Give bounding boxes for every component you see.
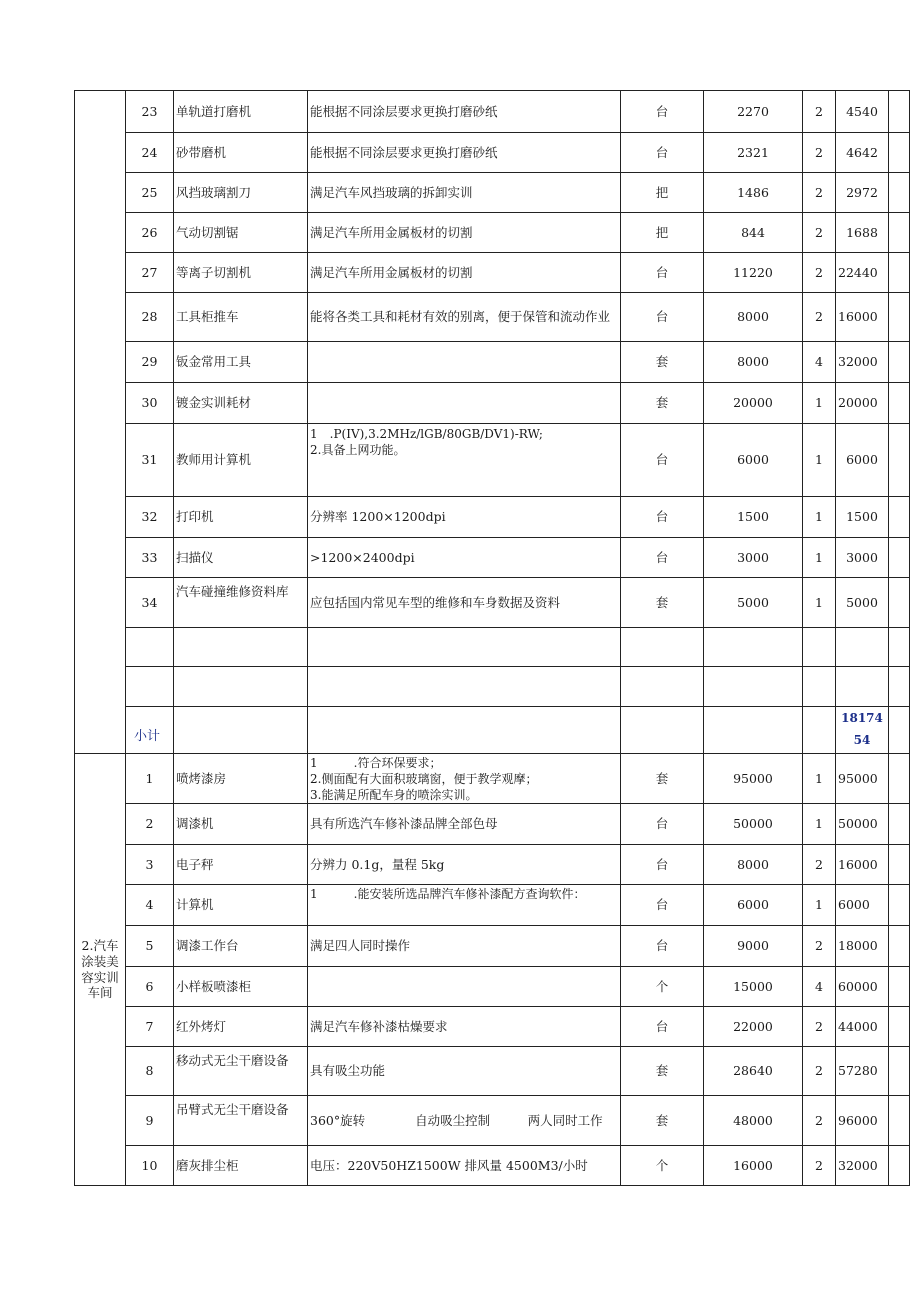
item-spec bbox=[308, 967, 621, 1007]
item-name: 电子秤 bbox=[174, 845, 308, 885]
empty-cell bbox=[889, 91, 910, 133]
item-name: 砂带磨机 bbox=[174, 133, 308, 173]
empty-cell bbox=[889, 804, 910, 845]
item-unit: 台 bbox=[621, 1007, 704, 1047]
item-unit: 个 bbox=[621, 1146, 704, 1186]
table-row bbox=[75, 253, 910, 293]
item-qty: 1 bbox=[803, 754, 836, 804]
table-row bbox=[75, 1146, 910, 1186]
table-row bbox=[75, 885, 910, 926]
item-unit: 台 bbox=[621, 885, 704, 926]
empty-cell bbox=[803, 707, 836, 754]
item-spec: 满足汽车修补漆枯燥要求 bbox=[308, 1007, 621, 1047]
empty-cell bbox=[308, 707, 621, 754]
item-total: 16000 bbox=[836, 293, 889, 342]
empty-cell bbox=[889, 213, 910, 253]
item-qty: 2 bbox=[803, 213, 836, 253]
item-name: 工具柜推车 bbox=[174, 293, 308, 342]
item-qty: 4 bbox=[803, 342, 836, 383]
item-name: 红外烤灯 bbox=[174, 1007, 308, 1047]
section-label-cell bbox=[75, 91, 126, 754]
item-spec: 电压：220V50HZ1500W 排风量 4500M3/小时 bbox=[308, 1146, 621, 1186]
item-spec-text: 1 .符合环保要求； 2.侧面配有大面积玻璃窗，便于教学观摩； 3.能满足所配车身的喷涂实训。 bbox=[310, 756, 538, 802]
item-total: 32000 bbox=[836, 1146, 889, 1186]
item-spec bbox=[308, 424, 621, 497]
item-spec: 能将各类工具和耗材有效的别离，便于保管和流动作业 bbox=[308, 293, 621, 342]
subtotal-row bbox=[75, 707, 910, 754]
item-price: 1486 bbox=[704, 173, 803, 213]
empty-cell bbox=[889, 885, 910, 926]
row-number: 29 bbox=[126, 342, 174, 383]
table-row bbox=[75, 845, 910, 885]
item-spec: 具有所选汽车修补漆品牌全部色母 bbox=[308, 804, 621, 845]
item-price: 15000 bbox=[704, 967, 803, 1007]
item-name: 打印机 bbox=[174, 497, 308, 538]
item-total: 6000 bbox=[836, 424, 889, 497]
item-qty: 1 bbox=[803, 578, 836, 628]
item-price: 48000 bbox=[704, 1096, 803, 1146]
item-spec bbox=[308, 885, 621, 926]
row-number: 5 bbox=[126, 926, 174, 967]
empty-cell bbox=[174, 667, 308, 707]
item-total: 4540 bbox=[836, 91, 889, 133]
empty-cell bbox=[621, 667, 704, 707]
item-unit: 台 bbox=[621, 91, 704, 133]
item-qty: 1 bbox=[803, 885, 836, 926]
table-row bbox=[75, 497, 910, 538]
item-unit: 套 bbox=[621, 754, 704, 804]
item-name: 单轨道打磨机 bbox=[174, 91, 308, 133]
item-spec bbox=[308, 754, 621, 804]
table-row bbox=[75, 342, 910, 383]
empty-cell bbox=[621, 707, 704, 754]
item-total: 5000 bbox=[836, 578, 889, 628]
row-number: 7 bbox=[126, 1007, 174, 1047]
item-price: 22000 bbox=[704, 1007, 803, 1047]
item-unit: 把 bbox=[621, 173, 704, 213]
empty-cell bbox=[174, 628, 308, 667]
table-row bbox=[75, 1047, 910, 1096]
empty-cell bbox=[126, 667, 174, 707]
item-qty: 2 bbox=[803, 133, 836, 173]
item-unit: 套 bbox=[621, 1096, 704, 1146]
item-spec: 满足汽车所用金属板材的切割 bbox=[308, 253, 621, 293]
table-row bbox=[75, 926, 910, 967]
item-total: 44000 bbox=[836, 1007, 889, 1047]
item-unit: 台 bbox=[621, 804, 704, 845]
item-name: 喷烤漆房 bbox=[174, 754, 308, 804]
empty-cell bbox=[803, 628, 836, 667]
table-row bbox=[75, 667, 910, 707]
item-spec: >1200×2400dpi bbox=[308, 538, 621, 578]
item-spec: 满足四人同时操作 bbox=[308, 926, 621, 967]
item-unit: 套 bbox=[621, 578, 704, 628]
empty-cell bbox=[308, 628, 621, 667]
item-qty: 1 bbox=[803, 383, 836, 424]
item-total: 18000 bbox=[836, 926, 889, 967]
item-spec: 应包括国内常见车型的维修和车身数据及资料 bbox=[308, 578, 621, 628]
row-number: 4 bbox=[126, 885, 174, 926]
empty-cell bbox=[889, 707, 910, 754]
empty-cell bbox=[889, 538, 910, 578]
equipment-table bbox=[74, 90, 910, 1186]
item-unit: 台 bbox=[621, 538, 704, 578]
item-price: 2321 bbox=[704, 133, 803, 173]
empty-cell bbox=[621, 628, 704, 667]
table-row bbox=[75, 383, 910, 424]
item-total: 96000 bbox=[836, 1096, 889, 1146]
empty-cell bbox=[889, 383, 910, 424]
empty-cell bbox=[889, 926, 910, 967]
item-spec: 360°旋转 自动吸尘控制 两人同时工作 bbox=[308, 1096, 621, 1146]
item-name: 钣金常用工具 bbox=[174, 342, 308, 383]
item-price: 6000 bbox=[704, 885, 803, 926]
item-name: 等离子切割机 bbox=[174, 253, 308, 293]
item-unit: 台 bbox=[621, 133, 704, 173]
item-name: 调漆工作台 bbox=[174, 926, 308, 967]
item-total: 16000 bbox=[836, 845, 889, 885]
item-name: 小样板喷漆柜 bbox=[174, 967, 308, 1007]
item-total: 22440 bbox=[836, 253, 889, 293]
item-qty: 2 bbox=[803, 1096, 836, 1146]
row-number: 2 bbox=[126, 804, 174, 845]
empty-cell bbox=[889, 754, 910, 804]
item-qty: 4 bbox=[803, 967, 836, 1007]
item-qty: 2 bbox=[803, 845, 836, 885]
table-row bbox=[75, 628, 910, 667]
item-spec: 能根据不同涂层要求更换打磨砂纸 bbox=[308, 133, 621, 173]
table-row bbox=[75, 424, 910, 497]
empty-cell bbox=[889, 424, 910, 497]
item-total: 1500 bbox=[836, 497, 889, 538]
empty-cell bbox=[836, 628, 889, 667]
item-price: 5000 bbox=[704, 578, 803, 628]
item-name: 计算机 bbox=[174, 885, 308, 926]
table-row bbox=[75, 1096, 910, 1146]
row-number: 24 bbox=[126, 133, 174, 173]
row-number: 6 bbox=[126, 967, 174, 1007]
subtotal-label-text: 小计 bbox=[134, 728, 161, 744]
item-name: 扫描仪 bbox=[174, 538, 308, 578]
item-price: 16000 bbox=[704, 1146, 803, 1186]
table-row bbox=[75, 133, 910, 173]
item-unit: 把 bbox=[621, 213, 704, 253]
subtotal-value-line1: 18174 bbox=[841, 711, 883, 726]
item-qty: 1 bbox=[803, 497, 836, 538]
empty-cell bbox=[174, 707, 308, 754]
empty-cell bbox=[704, 628, 803, 667]
item-total: 95000 bbox=[836, 754, 889, 804]
item-name: 磨灰排尘柜 bbox=[174, 1146, 308, 1186]
item-total: 4642 bbox=[836, 133, 889, 173]
item-qty: 2 bbox=[803, 91, 836, 133]
item-spec: 满足汽车风挡玻璃的拆卸实训 bbox=[308, 173, 621, 213]
subtotal-value-line2: 54 bbox=[853, 733, 871, 747]
empty-cell bbox=[889, 253, 910, 293]
table-body bbox=[75, 91, 910, 1186]
row-number: 23 bbox=[126, 91, 174, 133]
empty-cell bbox=[836, 667, 889, 707]
item-price: 3000 bbox=[704, 538, 803, 578]
table-row bbox=[75, 213, 910, 253]
table-row bbox=[75, 967, 910, 1007]
item-name: 调漆机 bbox=[174, 804, 308, 845]
row-number: 1 bbox=[126, 754, 174, 804]
row-number: 25 bbox=[126, 173, 174, 213]
empty-cell bbox=[889, 578, 910, 628]
item-name: 教师用计算机 bbox=[174, 424, 308, 497]
item-spec: 能根据不同涂层要求更换打磨砂纸 bbox=[308, 91, 621, 133]
item-price: 1500 bbox=[704, 497, 803, 538]
empty-cell bbox=[704, 707, 803, 754]
row-number: 32 bbox=[126, 497, 174, 538]
empty-cell bbox=[889, 845, 910, 885]
item-total: 57280 bbox=[836, 1047, 889, 1096]
empty-cell bbox=[889, 293, 910, 342]
item-unit: 台 bbox=[621, 845, 704, 885]
table-row bbox=[75, 1007, 910, 1047]
item-total: 1688 bbox=[836, 213, 889, 253]
item-total: 3000 bbox=[836, 538, 889, 578]
empty-cell bbox=[308, 667, 621, 707]
table-row bbox=[75, 754, 910, 804]
item-total: 20000 bbox=[836, 383, 889, 424]
item-price: 20000 bbox=[704, 383, 803, 424]
table-row bbox=[75, 804, 910, 845]
item-spec bbox=[308, 342, 621, 383]
item-price: 11220 bbox=[704, 253, 803, 293]
empty-cell bbox=[889, 1096, 910, 1146]
item-name: 汽车碰撞维修资料库 bbox=[174, 578, 308, 628]
item-name: 吊臂式无尘干磨设备 bbox=[174, 1096, 308, 1146]
item-unit: 套 bbox=[621, 383, 704, 424]
empty-cell bbox=[889, 1146, 910, 1186]
item-spec: 分辨力 0.1g，量程 5kg bbox=[308, 845, 621, 885]
empty-cell bbox=[889, 667, 910, 707]
item-spec bbox=[308, 383, 621, 424]
empty-cell bbox=[126, 628, 174, 667]
row-number: 26 bbox=[126, 213, 174, 253]
item-spec: 满足汽车所用金属板材的切割 bbox=[308, 213, 621, 253]
item-unit: 台 bbox=[621, 926, 704, 967]
table-row bbox=[75, 293, 910, 342]
empty-cell bbox=[889, 1007, 910, 1047]
item-name: 风挡玻璃割刀 bbox=[174, 173, 308, 213]
item-unit: 套 bbox=[621, 342, 704, 383]
item-spec-text: 1 .能安装所选品牌汽车修补漆配方查询软件： bbox=[310, 887, 586, 901]
row-number: 31 bbox=[126, 424, 174, 497]
table-row bbox=[75, 538, 910, 578]
item-price: 8000 bbox=[704, 293, 803, 342]
item-price: 50000 bbox=[704, 804, 803, 845]
subtotal-value bbox=[836, 707, 889, 754]
item-qty: 2 bbox=[803, 253, 836, 293]
item-price: 9000 bbox=[704, 926, 803, 967]
empty-cell bbox=[889, 967, 910, 1007]
table-row bbox=[75, 91, 910, 133]
item-unit: 套 bbox=[621, 1047, 704, 1096]
item-total: 2972 bbox=[836, 173, 889, 213]
item-price: 95000 bbox=[704, 754, 803, 804]
item-qty: 2 bbox=[803, 1007, 836, 1047]
item-total: 32000 bbox=[836, 342, 889, 383]
empty-cell bbox=[704, 667, 803, 707]
empty-cell bbox=[803, 667, 836, 707]
item-name: 移动式无尘干磨设备 bbox=[174, 1047, 308, 1096]
item-price: 8000 bbox=[704, 845, 803, 885]
item-qty: 2 bbox=[803, 926, 836, 967]
item-unit: 台 bbox=[621, 293, 704, 342]
empty-cell bbox=[889, 1047, 910, 1096]
row-number: 3 bbox=[126, 845, 174, 885]
row-number: 33 bbox=[126, 538, 174, 578]
table-row bbox=[75, 578, 910, 628]
subtotal-label bbox=[126, 707, 174, 754]
empty-cell bbox=[889, 628, 910, 667]
item-unit: 个 bbox=[621, 967, 704, 1007]
item-qty: 1 bbox=[803, 538, 836, 578]
row-number: 8 bbox=[126, 1047, 174, 1096]
row-number: 10 bbox=[126, 1146, 174, 1186]
row-number: 9 bbox=[126, 1096, 174, 1146]
item-unit: 台 bbox=[621, 424, 704, 497]
item-qty: 2 bbox=[803, 1146, 836, 1186]
item-qty: 2 bbox=[803, 173, 836, 213]
empty-cell bbox=[889, 173, 910, 213]
item-unit: 台 bbox=[621, 253, 704, 293]
row-number: 30 bbox=[126, 383, 174, 424]
item-price: 844 bbox=[704, 213, 803, 253]
empty-cell bbox=[889, 133, 910, 173]
item-price: 2270 bbox=[704, 91, 803, 133]
row-number: 28 bbox=[126, 293, 174, 342]
item-price: 8000 bbox=[704, 342, 803, 383]
empty-cell bbox=[889, 497, 910, 538]
item-total: 6000 bbox=[836, 885, 889, 926]
empty-cell bbox=[889, 342, 910, 383]
item-spec-text: 1 .P(IV),3.2MHz/lGB/80GB/DV1)-RW; 2.具备上网功能。 bbox=[310, 427, 543, 457]
row-number: 34 bbox=[126, 578, 174, 628]
item-name: 气动切割锯 bbox=[174, 213, 308, 253]
row-number: 27 bbox=[126, 253, 174, 293]
item-price: 6000 bbox=[704, 424, 803, 497]
table-row bbox=[75, 173, 910, 213]
item-spec: 具有吸尘功能 bbox=[308, 1047, 621, 1096]
item-price: 28640 bbox=[704, 1047, 803, 1096]
item-unit: 台 bbox=[621, 497, 704, 538]
item-total: 50000 bbox=[836, 804, 889, 845]
item-qty: 1 bbox=[803, 424, 836, 497]
item-qty: 2 bbox=[803, 1047, 836, 1096]
item-spec: 分辨率 1200×1200dpi bbox=[308, 497, 621, 538]
item-total: 60000 bbox=[836, 967, 889, 1007]
section-title-text: 2.汽车涂装美容实训车间 bbox=[81, 938, 119, 1001]
item-name: 镀金实训耗材 bbox=[174, 383, 308, 424]
section-title bbox=[75, 754, 126, 1186]
item-qty: 2 bbox=[803, 293, 836, 342]
item-qty: 1 bbox=[803, 804, 836, 845]
